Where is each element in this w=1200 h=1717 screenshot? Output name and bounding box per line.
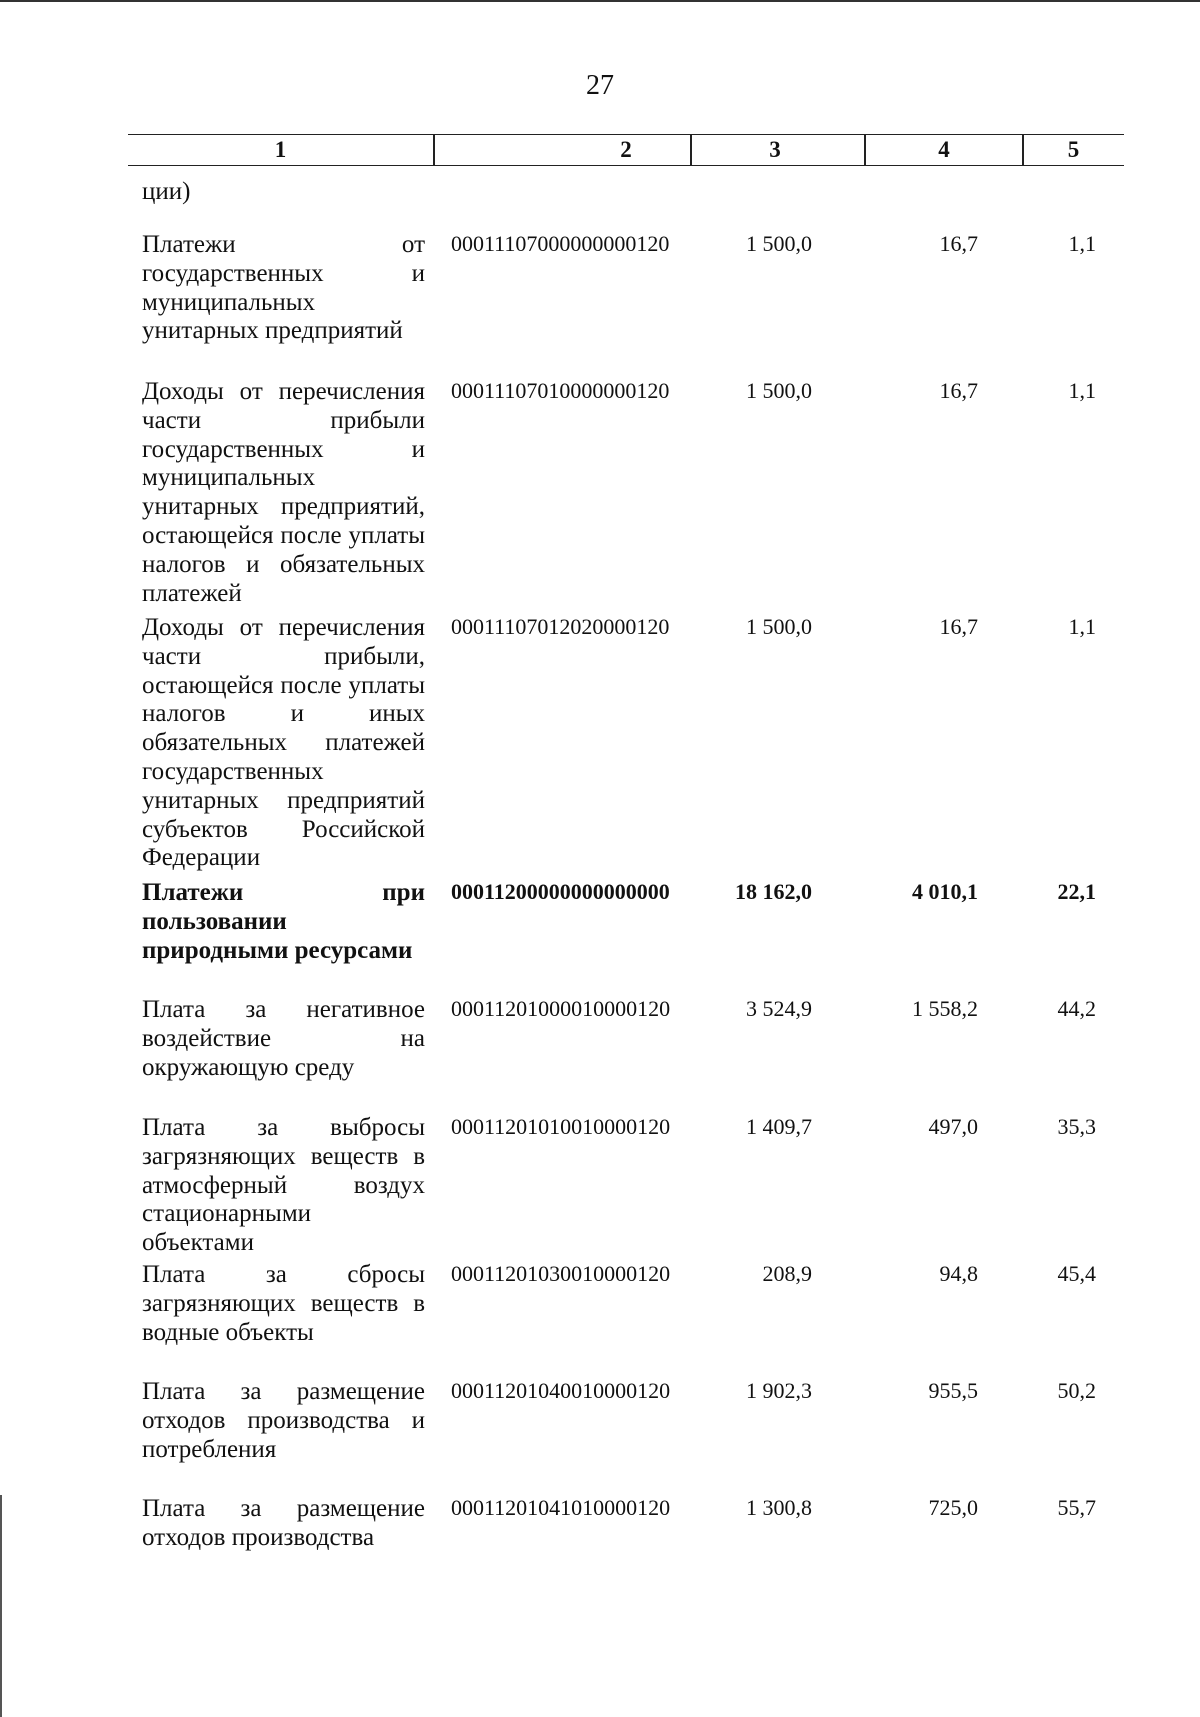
table-header xyxy=(128,134,1124,166)
row-actual: 4 010,1 xyxy=(912,879,978,904)
row-percent: 44,2 xyxy=(1057,996,1096,1021)
row-code: 00011107010000000120 xyxy=(451,378,670,403)
page-number: 27 xyxy=(586,70,614,101)
row-name: Плата за выбросы загрязняющих веществ в атмосферный воздух стационарными объектами xyxy=(142,1114,425,1257)
row-plan: 1 300,8 xyxy=(746,1495,812,1520)
row-plan: 18 162,0 xyxy=(735,879,812,904)
row-plan: 1 500,0 xyxy=(746,378,812,403)
row-percent: 22,1 xyxy=(1057,879,1096,904)
row-name: Платежи от государственных и муниципальных унитарных предприятий xyxy=(142,231,425,345)
row-actual: 955,5 xyxy=(928,1378,978,1403)
row-actual: 16,7 xyxy=(939,231,978,256)
row-plan: 1 409,7 xyxy=(746,1114,812,1139)
scan-left-edge xyxy=(0,1495,2,1717)
scan-top-edge xyxy=(0,0,1200,2)
row-code: 00011201040010000120 xyxy=(451,1378,671,1403)
row-code: 00011201010010000120 xyxy=(451,1114,671,1139)
row-code: 00011201041010000120 xyxy=(451,1495,671,1520)
row-plan: 1 500,0 xyxy=(746,614,812,639)
row-name: Плата за размещение отходов производства и потребления xyxy=(142,1378,425,1463)
row-name: Плата за негативное воздействие на окружающую среду xyxy=(142,996,425,1081)
row-plan: 1 902,3 xyxy=(746,1378,812,1403)
row-name: Платежи при пользовании природными ресурсами xyxy=(142,879,425,964)
row-percent: 1,1 xyxy=(1068,614,1096,639)
header-col-2: 2 xyxy=(620,137,632,162)
row-code: 00011107012020000120 xyxy=(451,614,670,639)
row-actual: 16,7 xyxy=(939,378,978,403)
row-actual: 16,7 xyxy=(939,614,978,639)
row-percent: 45,4 xyxy=(1057,1261,1096,1286)
row-percent: 1,1 xyxy=(1068,378,1096,403)
row-code: 00011107000000000120 xyxy=(451,231,670,256)
row-actual: 94,8 xyxy=(939,1261,978,1286)
row-plan: 1 500,0 xyxy=(746,231,812,256)
row-percent: 1,1 xyxy=(1068,231,1096,256)
row-code: 00011201000010000120 xyxy=(451,996,671,1021)
row-code: 00011200000000000000 xyxy=(451,879,670,904)
row-plan: 208,9 xyxy=(762,1261,812,1286)
row-code: 00011201030010000120 xyxy=(451,1261,671,1286)
row-actual: 497,0 xyxy=(928,1114,978,1139)
header-col-4: 4 xyxy=(938,137,950,162)
header-col-5: 5 xyxy=(1067,137,1080,162)
row-percent: 55,7 xyxy=(1057,1495,1096,1520)
row-actual: 1 558,2 xyxy=(912,996,978,1021)
header-col-3: 3 xyxy=(769,137,781,162)
row-name: Доходы от перечисления части прибыли, остающейся после уплаты налогов и иных обязательных платежей государственных унитарных предприятий субъектов Российской Федерации xyxy=(142,614,425,872)
continued-text: ции) xyxy=(142,178,191,205)
row-plan: 3 524,9 xyxy=(746,996,812,1021)
row-name: Плата за размещение отходов производства xyxy=(142,1495,425,1551)
row-name: Плата за сбросы загрязняющих веществ в водные объекты xyxy=(142,1261,425,1346)
row-percent: 50,2 xyxy=(1057,1378,1096,1403)
row-name: Доходы от перечисления части прибыли государственных и муниципальных унитарных предприятий, остающейся после уплаты налогов и обязательных платежей xyxy=(142,378,425,607)
row-percent: 35,3 xyxy=(1057,1114,1096,1139)
row-actual: 725,0 xyxy=(928,1495,978,1520)
header-col-1: 1 xyxy=(274,137,287,162)
